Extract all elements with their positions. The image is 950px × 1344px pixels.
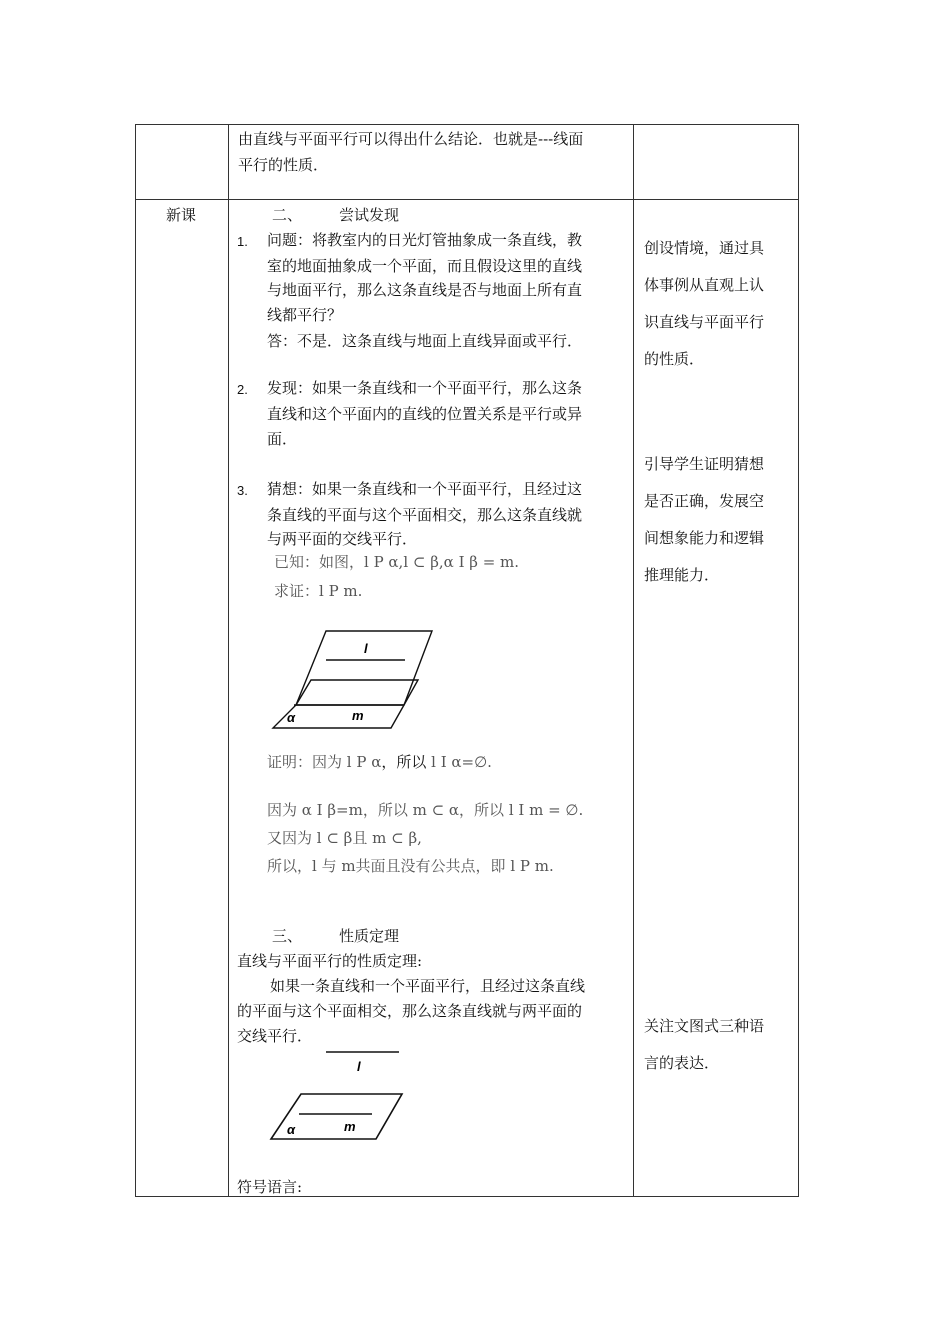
side-note-line: 引导学生证明猜想 — [644, 455, 765, 473]
proof-result: l I α=∅ — [431, 753, 488, 771]
side-note-line: 识直线与平面平行 — [644, 313, 765, 331]
discovery-line: 发现：如果一条直线和一个平面平行，那么这条 — [267, 379, 583, 397]
conjecture-line: 与两平面的交线平行． — [267, 530, 418, 548]
given-statement: 已知：如图，l P α,l ⊂ β,α I β = m. — [274, 553, 520, 571]
side-note-line: 间想象能力和逻辑 — [644, 529, 765, 547]
table-row — [136, 125, 799, 200]
label-alpha: α — [287, 710, 296, 725]
question-line: 室的地面抽象成一个平面，而且假设这里的直线 — [267, 257, 583, 275]
proof-period: . — [487, 753, 492, 771]
proof-because: 证明：因为 l P α — [267, 753, 382, 771]
section-number: 二、 — [272, 206, 303, 224]
side-note-line: 推理能力． — [644, 566, 720, 584]
side-note-line: 言的表达． — [644, 1054, 720, 1072]
row2-content-cell — [229, 200, 634, 1197]
section-number: 三、 — [272, 927, 303, 945]
theorem-line: 如果一条直线和一个平面平行，且经过这条直线 — [270, 977, 586, 995]
discovery-line: 面． — [267, 430, 298, 448]
answer-line: 答：不是．这条直线与地面上直线异面或平行． — [267, 332, 583, 350]
theorem-line: 交线平行． — [237, 1027, 313, 1045]
label-m: m — [344, 1119, 356, 1134]
proof-line-1 — [267, 752, 492, 772]
row2-note-cell — [634, 200, 799, 1197]
prove-statement: 求证：l P m. — [274, 582, 363, 600]
discovery-line: 直线和这个平面内的直线的位置关系是平行或异 — [267, 405, 583, 423]
theorem-title: 直线与平面平行的性质定理: — [237, 952, 423, 970]
top-content-line: 平行的性质． — [238, 156, 329, 174]
row-label: 新课 — [166, 206, 197, 224]
proof-line-4: 所以，l 与 m共面且没有公共点，即 l P m. — [267, 857, 554, 875]
proof-so: ，所以 — [381, 753, 427, 771]
list-number: 2. — [237, 382, 248, 397]
label-l: l — [364, 641, 368, 656]
theorem-line: 的平面与这个平面相交，那么这条直线就与两平面的 — [237, 1002, 583, 1020]
row1-content-cell — [229, 125, 634, 200]
label-l: l — [357, 1059, 361, 1074]
question-line: 问题：将教室内的日光灯管抽象成一条直线，教 — [267, 231, 583, 249]
list-number: 1. — [237, 234, 248, 249]
proof-line-3: 又因为 l ⊂ β且 m ⊂ β, — [267, 829, 422, 847]
conjecture-line: 猜想：如果一条直线和一个平面平行，且经过这 — [267, 480, 583, 498]
list-number: 3. — [237, 483, 248, 498]
question-line: 与地面平行，那么这条直线是否与地面上所有直 — [267, 281, 583, 299]
row1-note-cell — [634, 125, 799, 200]
proof-line-2: 因为 α I β=m，所以 m ⊂ α，所以 l I m = ∅. — [267, 801, 584, 819]
row1-label-cell — [136, 125, 229, 200]
row2-label-cell — [136, 200, 229, 1197]
side-note-line: 关注文图式三种语 — [644, 1017, 765, 1035]
conjecture-line: 条直线的平面与这个平面相交，那么这条直线就 — [267, 506, 583, 524]
plane-intersection-figure — [269, 625, 439, 735]
label-alpha: α — [287, 1122, 296, 1137]
top-content-line: 由直线与平面平行可以得出什么结论．也就是---线面 — [238, 130, 584, 148]
side-note-line: 是否正确，发展空 — [644, 492, 765, 510]
label-m: m — [352, 708, 364, 723]
section-heading: 性质定理 — [339, 927, 400, 945]
side-note-line: 体事例从直观上认 — [644, 276, 765, 294]
section-heading: 尝试发现 — [339, 206, 400, 224]
side-note-line: 创设情境，通过具 — [644, 239, 765, 257]
lesson-plan-table — [135, 124, 799, 1197]
symbol-language-label: 符号语言: — [237, 1178, 303, 1196]
table-row — [136, 200, 799, 1197]
theorem-figure — [269, 1045, 419, 1150]
side-note-line: 的性质． — [644, 350, 705, 368]
question-line: 线都平行？ — [267, 306, 343, 324]
